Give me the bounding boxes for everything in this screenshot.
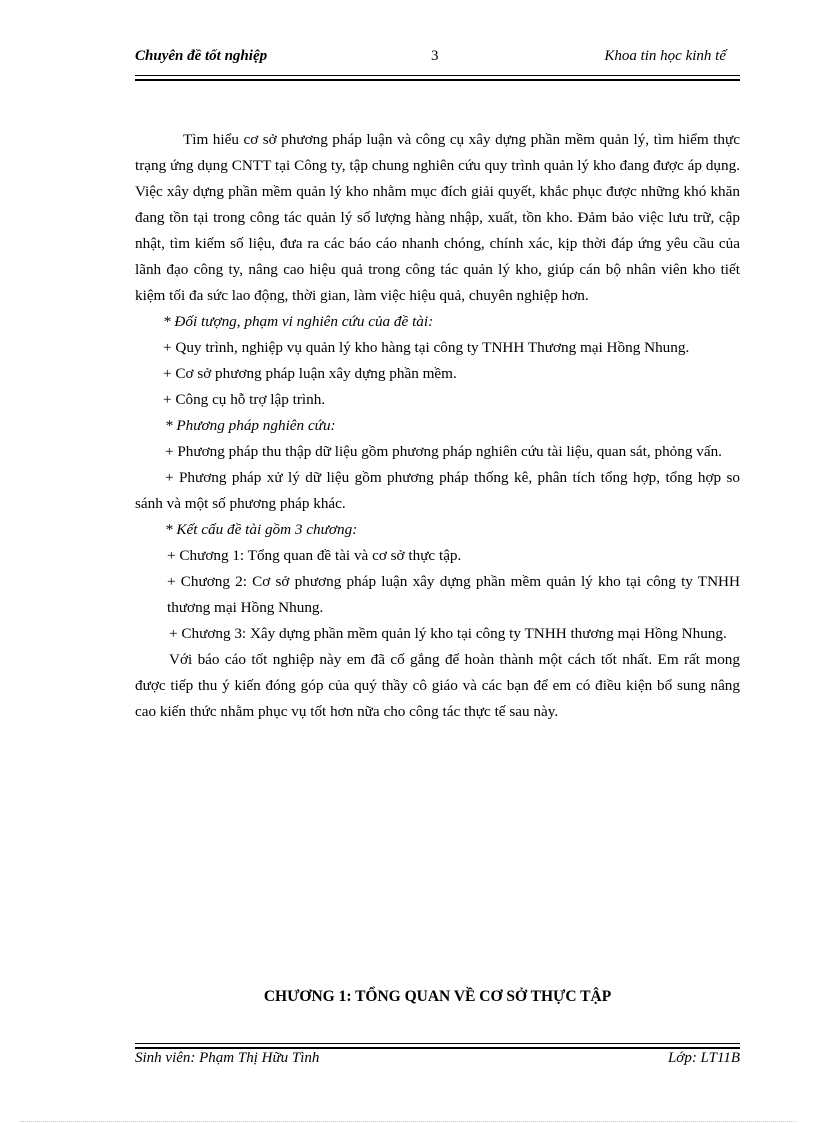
scope-item: + Cơ sở phương pháp luận xây dựng phần mềm. — [163, 365, 457, 382]
body-text — [135, 127, 740, 725]
structure-item: + Chương 1: Tổng quan đề tài và cơ sở thực tập. — [167, 547, 462, 564]
footer-student: Sinh viên: Phạm Thị Hữu Tình — [135, 1050, 320, 1066]
page-number: 3 — [431, 48, 439, 64]
scope-item: + Quy trình, nghiệp vụ quản lý kho hàng tại công ty TNHH Thương mại Hồng Nhung. — [163, 339, 690, 356]
footer-divider — [135, 1043, 740, 1049]
closing-paragraph: Với báo cáo tốt nghiệp này em đã cố gắng để hoàn thành một cách tốt nhất. Em rất mong được tiếp thu ý kiến đóng góp của quý thầy cô giáo và các bạn để em có điều kiện bổ sung nâng cao kiến thức nhằm phục vụ tốt hơn nữa cho công tác thực tế sau này. — [135, 651, 740, 720]
structure-item: + Chương 2: Cơ sở phương pháp luận xây dựng phần mềm quản lý kho tại công ty TNHH thương mại Hồng Nhung. — [167, 573, 740, 616]
page-header — [135, 48, 740, 70]
method-heading: * Phương pháp nghiên cứu: — [165, 417, 336, 434]
header-title: Chuyên đề tốt nghiệp — [135, 48, 268, 64]
footer-class: Lớp: LT11B — [667, 1050, 740, 1066]
header-divider — [135, 75, 740, 81]
chapter-heading: CHƯƠNG 1: TỔNG QUAN VỀ CƠ SỞ THỰC TẬP — [263, 988, 612, 1005]
scope-heading: * Đối tượng, phạm vi nghiên cứu của đề tài: — [163, 313, 434, 330]
page-boundary-line — [20, 1121, 796, 1122]
scope-item: + Công cụ hỗ trợ lập trình. — [163, 391, 326, 408]
intro-paragraph: Tìm hiểu cơ sở phương pháp luận và công cụ xây dựng phần mềm quản lý, tìm hiểm thực trạng ứng dụng CNTT tại Công ty, tập chung nghiên cứu quy trình quản lý kho đang được áp dụng. Việc xây dựng phần mềm quản lý kho nhằm mục đích giải quyết, khắc phục được những khó khăn đang tồn tại trong công tác quản lý số lượng hàng nhập, xuất, tồn kho. Đảm bảo việc lưu trữ, cập nhật, tìm kiếm số liệu, đưa ra các báo cáo nhanh chóng, chính xác, kịp thời đáp ứng yêu cầu của lãnh đạo công ty, nâng cao hiệu quả trong công tác quản lý kho, giúp cán bộ nhân viên kho tiết kiệm tối đa sức lao động, thời gian, làm việc hiệu quả, chuyên nghiệp hơn. — [135, 131, 740, 304]
structure-item: + Chương 3: Xây dựng phần mềm quản lý kho tại công ty TNHH thương mại Hồng Nhung. — [169, 625, 727, 642]
page-footer — [135, 1050, 740, 1072]
method-item: + Phương pháp thu thập dữ liệu gồm phương pháp nghiên cứu tài liệu, quan sát, phỏng vấn. — [165, 443, 722, 460]
structure-heading: * Kết cấu đề tài gồm 3 chương: — [165, 521, 358, 538]
method-item: + Phương pháp xử lý dữ liệu gồm phương pháp thống kê, phân tích tổng hợp, tổng hợp so sánh và một số phương pháp khác. — [135, 469, 740, 512]
header-department: Khoa tin học kinh tế — [604, 48, 726, 64]
